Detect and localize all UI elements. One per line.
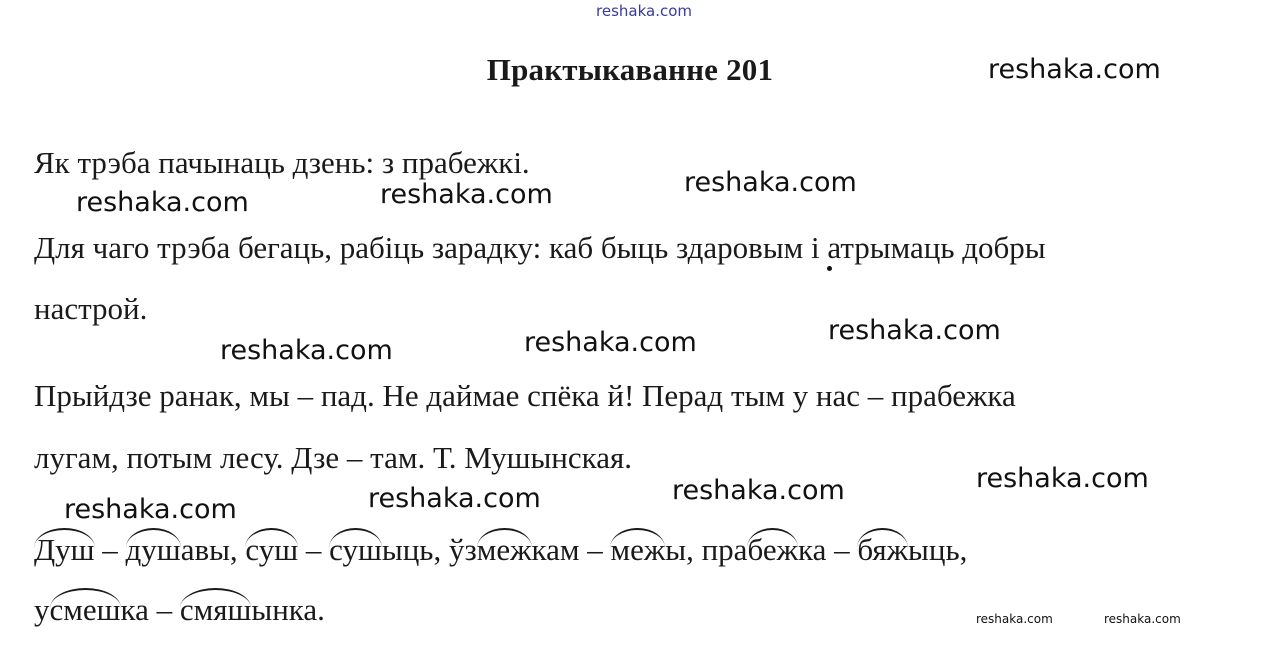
text-line-5: лугам, потым лесу. Дзе – там. Т. Мушынская. xyxy=(34,440,632,475)
root-arc: бяж xyxy=(857,532,909,567)
text-line-3: настрой. xyxy=(34,291,148,326)
watermark: reshaka.com xyxy=(524,327,697,358)
watermark: reshaka.com xyxy=(220,335,393,366)
text-line-4: Прыйдзе ранак, мы – пад. Не даймае спёка й! Перад тым у нас – прабежка xyxy=(34,378,1016,413)
watermark-top: reshaka.com xyxy=(596,2,692,20)
root-arc: беж xyxy=(747,532,798,567)
watermark: reshaka.com xyxy=(684,167,857,198)
text-line-1: Як трэба пачынаць дзень: з прабежкі. xyxy=(34,145,530,180)
watermark: reshaka.com xyxy=(988,54,1161,85)
watermark: reshaka.com xyxy=(828,315,1001,346)
stray-dot xyxy=(827,266,832,271)
root-arc: суш xyxy=(245,532,299,567)
word-forms-line-1: Душ – душавы, суш – сушыць, ўзмежкам – межы, прабежка – бяжыць, xyxy=(34,532,968,567)
watermark: reshaka.com xyxy=(380,179,553,210)
root-arc: меж xyxy=(476,532,532,567)
watermark: reshaka.com xyxy=(368,483,541,514)
watermark: reshaka.com xyxy=(672,475,845,506)
watermark-small: reshaka.com xyxy=(976,612,1053,626)
root-arc: смеш xyxy=(49,592,121,627)
page-title: Практыкаванне 201 xyxy=(486,52,774,87)
word-forms-line-2: усмешка – смяшынка. xyxy=(34,592,325,627)
root-arc: Душ xyxy=(34,532,95,567)
watermark-small: reshaka.com xyxy=(1104,612,1181,626)
root-arc: душ xyxy=(125,532,181,567)
root-arc: смяш xyxy=(179,592,252,627)
root-arc: меж xyxy=(610,532,666,567)
watermark: reshaka.com xyxy=(64,494,237,525)
text-line-2: Для чаго трэба бегаць, рабіць зарадку: каб быць здаровым і атрымаць добры xyxy=(34,230,1046,265)
watermark: reshaka.com xyxy=(976,463,1149,494)
root-arc: суш xyxy=(329,532,382,567)
watermark: reshaka.com xyxy=(76,187,249,218)
